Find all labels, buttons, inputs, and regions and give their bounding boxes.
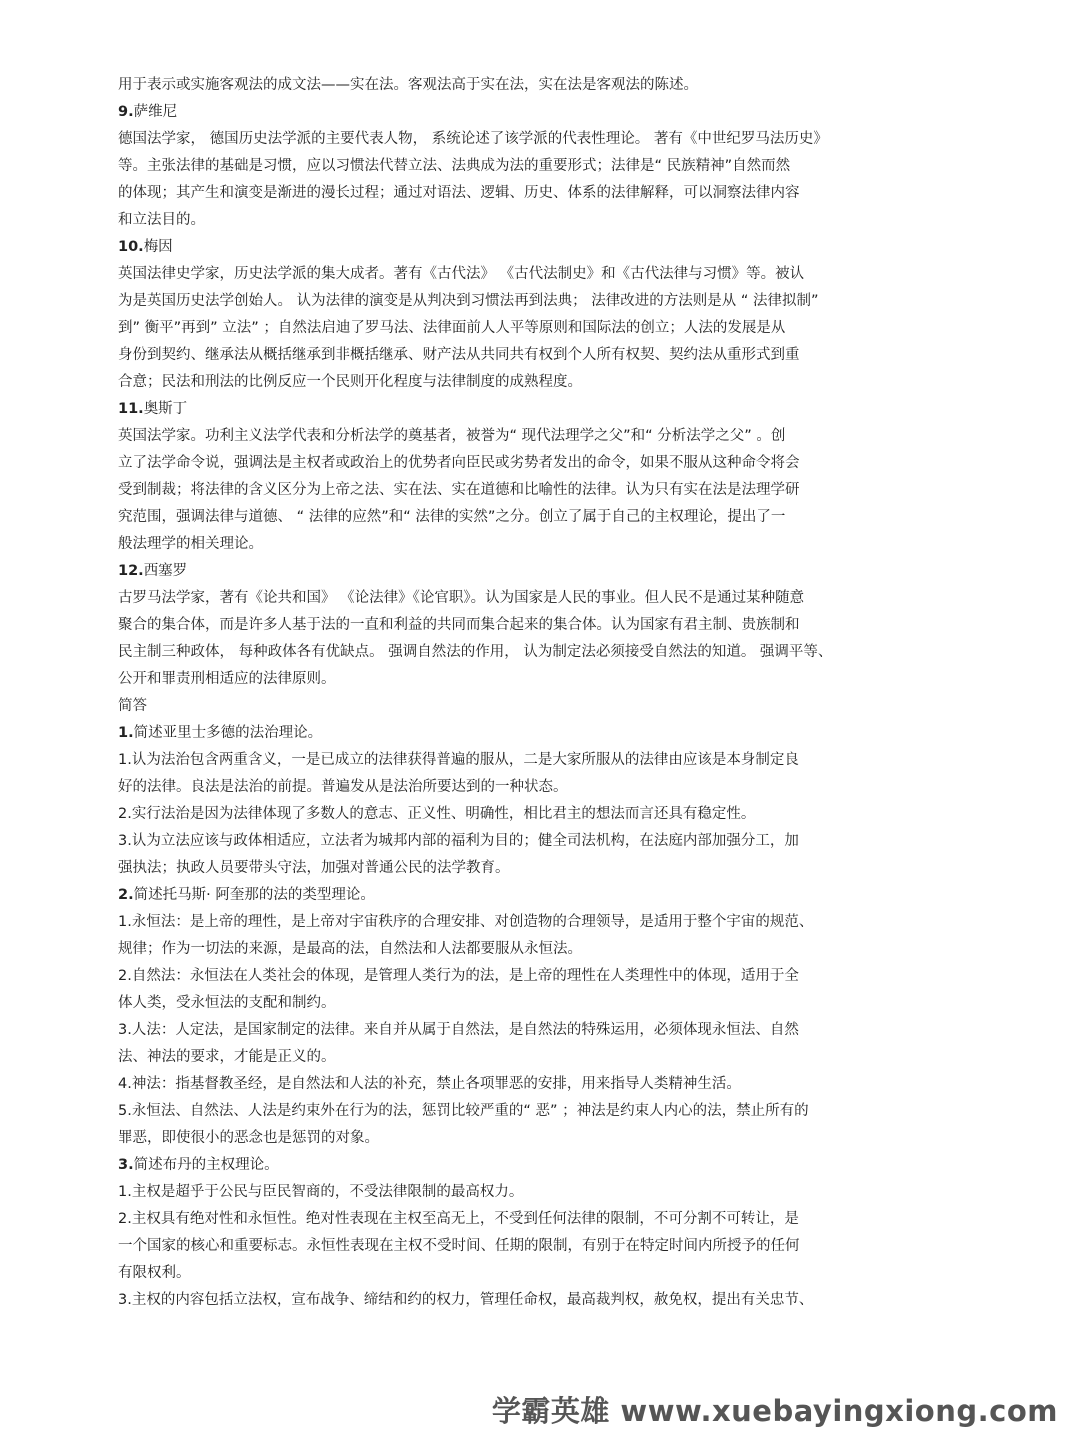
section-heading — [118, 234, 978, 261]
heading-title: 简述托马斯· 阿奎那的法的类型理论。 — [133, 887, 375, 903]
heading-title: 西塞罗 — [143, 563, 188, 579]
heading-number: 12. — [118, 563, 144, 579]
text-line: 强执法；执政人员要带头守法，加强对普通公民的法学教育。 — [118, 860, 510, 876]
text-line: 3.主权的内容包括立法权，宣布战争、缔结和约的权力，管理任命权，最高裁判权，赦免权，提出有关忠节、 — [118, 1292, 814, 1308]
text-line: 般法理学的相关理论。 — [118, 536, 263, 552]
section-heading — [118, 720, 978, 747]
text-line: 英国法律史学家，历史法学派的集大成者。著有《古代法》 《古代法制史》和《古代法律与习惯》等。被认 — [118, 266, 805, 282]
text-line: 究范围，强调法律与道德、 “ 法律的应然”和“ 法律的实然”之分。创立了属于自己的主权理论，提出了一 — [118, 509, 786, 525]
section-heading — [118, 558, 978, 585]
text-line: 和立法目的。 — [118, 212, 205, 228]
text-line: 5.永恒法、自然法、人法是约束外在行为的法，惩罚比较严重的“ 恶” ；神法是约束人内心的法，禁止所有的 — [118, 1103, 809, 1119]
heading-number: 2. — [118, 887, 134, 903]
text-line: 的体现；其产生和演变是渐进的漫长过程；通过对语法、逻辑、历史、体系的法律解释，可以洞察法律内容 — [118, 185, 800, 201]
text-line: 好的法律。良法是法治的前提。普遍发从是法治所要达到的一种状态。 — [118, 779, 568, 795]
text-line: 简答 — [118, 698, 147, 714]
text-line: 3.人法：人定法，是国家制定的法律。来自并从属于自然法，是自然法的特殊运用，必须体现永恒法、自然 — [118, 1022, 799, 1038]
watermark: 学霸英雄 www.xuebayingxiong.com — [491, 1394, 1058, 1428]
text-line: 公开和罪责刑相适应的法律原则。 — [118, 671, 336, 687]
text-line: 一个国家的核心和重要标志。永恒性表现在主权不受时间、任期的限制，有别于在特定时间内所授予的任何 — [118, 1238, 800, 1254]
section-heading — [118, 882, 978, 909]
text-line: 法、神法的要求，才能是正义的。 — [118, 1049, 336, 1065]
document-body — [118, 72, 978, 1314]
heading-title: 简述布丹的主权理论。 — [133, 1157, 279, 1173]
text-line: 民主制三种政体， 每种政体各有优缺点。 强调自然法的作用， 认为制定法必须接受自然法的知道。 强调平等、 — [118, 644, 833, 660]
heading-number: 3. — [118, 1157, 134, 1173]
text-line: 2.主权具有绝对性和永恒性。绝对性表现在主权至高无上，不受到任何法律的限制，不可分割不可转让，是 — [118, 1211, 799, 1227]
text-line: 体人类，受永恒法的支配和制约。 — [118, 995, 336, 1011]
text-line: 德国法学家， 德国历史法学派的主要代表人物， 系统论述了该学派的代表性理论。 著有《中世纪罗马法历史》 — [118, 131, 828, 147]
heading-number: 1. — [118, 725, 134, 741]
text-line: 立了法学命令说，强调法是主权者或政治上的优势者向臣民或劣势者发出的命令，如果不服从这种命令将会 — [118, 455, 800, 471]
section-heading — [118, 99, 978, 126]
text-line: 身份到契约、继承法从概括继承到非概括继承、财产法从共同共有权到个人所有权契、契约法从重形式到重 — [118, 347, 800, 363]
text-line: 4.神法：指基督教圣经，是自然法和人法的补充，禁止各项罪恶的安排，用来指导人类精神生活。 — [118, 1076, 741, 1092]
heading-number: 9. — [118, 104, 134, 120]
heading-title: 梅因 — [143, 239, 173, 255]
heading-number: 11. — [118, 401, 144, 417]
text-line: 聚合的集合体，而是许多人基于法的一直和利益的共同而集合起来的集合体。认为国家有君主制、贵族制和 — [118, 617, 800, 633]
text-line: 古罗马法学家，著有《论共和国》 《论法律》《论官职》。认为国家是人民的事业。但人民不是通过某种随意 — [118, 590, 805, 606]
text-line: 1.主权是超乎于公民与臣民智商的，不受法律限制的最高权力。 — [118, 1184, 524, 1200]
text-line: 英国法学家。功利主义法学代表和分析法学的奠基者，被誉为“ 现代法理学之父”和“ 分析法学之父” 。创 — [118, 428, 786, 444]
heading-title: 萨维尼 — [133, 104, 178, 120]
text-line: 到” 衡平”再到” 立法” ；自然法启迪了罗马法、法律面前人人平等原则和国际法的创立；人法的发展是从 — [118, 320, 786, 336]
text-line: 1.认为法治包含两重含义，一是已成立的法律获得普遍的服从，二是大家所服从的法律由应该是本身制定良 — [118, 752, 799, 768]
text-line: 2.自然法：永恒法在人类社会的体现，是管理人类行为的法，是上帝的理性在人类理性中的体现，适用于全 — [118, 968, 799, 984]
text-line: 规律；作为一切法的来源，是最高的法，自然法和人法都要服从永恒法。 — [118, 941, 582, 957]
text-line: 3.认为立法应该与政体相适应，立法者为城邦内部的福利为目的；健全司法机构，在法庭内部加强分工，加 — [118, 833, 799, 849]
text-line: 2.实行法治是因为法律体现了多数人的意志、正义性、明确性，相比君主的想法而言还具有稳定性。 — [118, 806, 756, 822]
text-line: 罪恶，即使很小的恶念也是惩罚的对象。 — [118, 1130, 379, 1146]
text-line: 有限权利。 — [118, 1265, 191, 1281]
text-line: 1.永恒法：是上帝的理性，是上帝对宇宙秩序的合理安排、对创造物的合理领导，是适用于整个宇宙的规范、 — [118, 914, 814, 930]
section-heading — [118, 396, 978, 423]
heading-title: 奥斯丁 — [143, 401, 188, 417]
text-line: 用于表示或实施客观法的成文法——实在法。客观法高于实在法，实在法是客观法的陈述。 — [118, 77, 698, 93]
text-line: 等。主张法律的基础是习惯，应以习惯法代替立法、法典成为法的重要形式；法律是“ 民族精神”自然而然 — [118, 158, 791, 174]
heading-number: 10. — [118, 239, 144, 255]
text-line: 为是英国历史法学创始人。 认为法律的演变是从判决到习惯法再到法典； 法律改进的方法则是从 “ 法律拟制” — [118, 293, 819, 309]
heading-title: 简述亚里士多德的法治理论。 — [133, 725, 323, 741]
text-line: 受到制裁；将法律的含义区分为上帝之法、实在法、实在道德和比喻性的法律。认为只有实在法是法理学研 — [118, 482, 800, 498]
text-line: 合意；民法和刑法的比例反应一个民则开化程度与法律制度的成熟程度。 — [118, 374, 582, 390]
section-heading — [118, 1152, 978, 1179]
